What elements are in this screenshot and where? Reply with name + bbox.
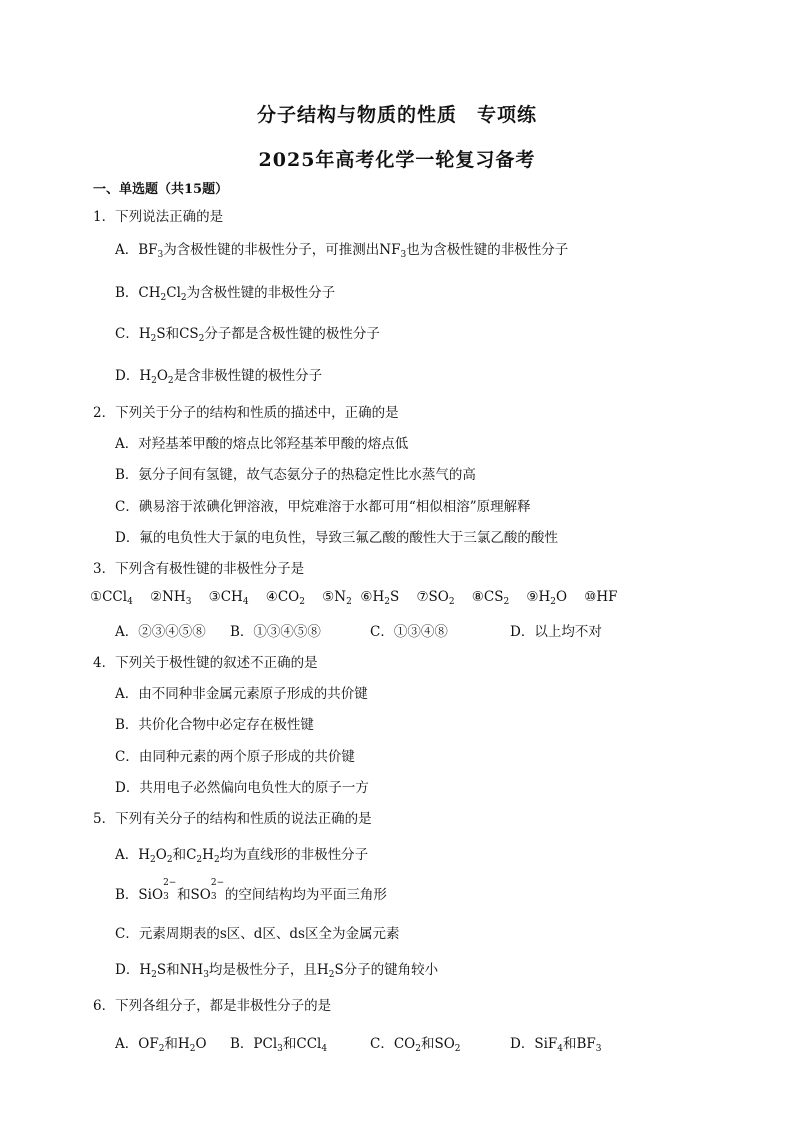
question-2-option-c: C．碘易溶于浓碘化钾溶液，甲烷难溶于水都可用“相似相溶”原理解释	[115, 499, 531, 515]
question-6-option-c: C．$CO_2$和$SO_2$	[370, 1036, 461, 1054]
question-5-stem: 5．下列有关分子的结构和性质的说法正确的是	[93, 811, 372, 827]
page-subtitle: 2025年高考化学一轮复习备考	[258, 149, 536, 171]
question-3-stem: 3．下列含有极性键的非极性分子是	[93, 561, 305, 577]
question-2-option-d: D．氟的电负性大于氯的电负性，导致三氟乙酸的酸性大于三氯乙酸的酸性	[115, 530, 558, 546]
question-1-option-a: A．$BF_3$为含极性键的非极性分子，可推测出$NF_3$也为含极性键的非极性分子	[115, 242, 569, 260]
question-6-option-b: B．PCl$_3$和CCl$_4$	[230, 1036, 328, 1054]
question-2-stem: 2．下列关于分子的结构和性质的描述中，正确的是	[93, 405, 399, 421]
question-4-option-b: B．共价化合物中必定存在极性键	[115, 717, 314, 733]
question-1-option-b: B．$CH_2Cl_2$为含极性键的非极性分子	[115, 285, 336, 303]
question-5-option-b: B．SiO 2− 3 和SO 2− 3 的空间结构均为平面三角形	[115, 878, 387, 903]
question-4-option-a: A．由不同种非金属元素原子形成的共价键	[115, 686, 368, 702]
question-4-stem: 4．下列关于极性键的叙述不正确的是	[93, 655, 318, 671]
question-2-option-a: A．对羟基苯甲酸的熔点比邻羟基苯甲酸的熔点低	[115, 436, 409, 452]
page-title: 分子结构与物质的性质 专项练	[256, 104, 537, 126]
question-3-molecule-list: ①CCl$_4$ $②NH_3$ $③CH_4$ $④CO_2$ $⑤N_2$ $⑥H_2S$ $⑦SO_2$ $⑧CS_2$ $⑨H_2O$ ⑩HF	[90, 589, 618, 607]
question-4-option-d: D．共用电子必然偏向电负性大的原子一方	[115, 780, 369, 796]
question-6-option-a: A．$OF_2$和$H_2O$	[115, 1036, 207, 1054]
question-5-option-d: D．$H_2S$和$NH_3$均是极性分子，且$H_2S$分子的键角较小	[115, 962, 439, 980]
question-6-option-d: D．SiF$_4$和$BF_3$	[510, 1036, 602, 1054]
question-1-stem: 1．下列说法正确的是	[93, 209, 224, 225]
question-6-stem: 6．下列各组分子，都是非极性分子的是	[93, 998, 332, 1014]
question-4-option-c: C．由同种元素的两个原子形成的共价键	[115, 749, 355, 765]
question-5-option-c: C．元素周期表的s区、d区、ds区全为金属元素	[115, 926, 400, 942]
question-3-option-c: C．①③④⑧	[370, 624, 448, 640]
question-1-option-c: C．$H_2S$和$CS_2$分子都是含极性键的极性分子	[115, 326, 380, 344]
question-5-option-a: A．$H_2O_2$和$C_2H_2$均为直线形的非极性分子	[115, 847, 369, 865]
question-3-option-a: A．②③④⑤⑧	[115, 624, 206, 640]
question-3-option-d: D．以上均不对	[510, 624, 602, 640]
question-1-option-d: D．$H_2O_2$是含非极性键的极性分子	[115, 368, 323, 386]
section-heading: 一、单选题（共15题）	[93, 182, 229, 197]
question-2-option-b: B．氨分子间有氢键，故气态氨分子的热稳定性比水蒸气的高	[115, 467, 476, 483]
question-3-option-b: B．①③④⑤⑧	[230, 624, 321, 640]
